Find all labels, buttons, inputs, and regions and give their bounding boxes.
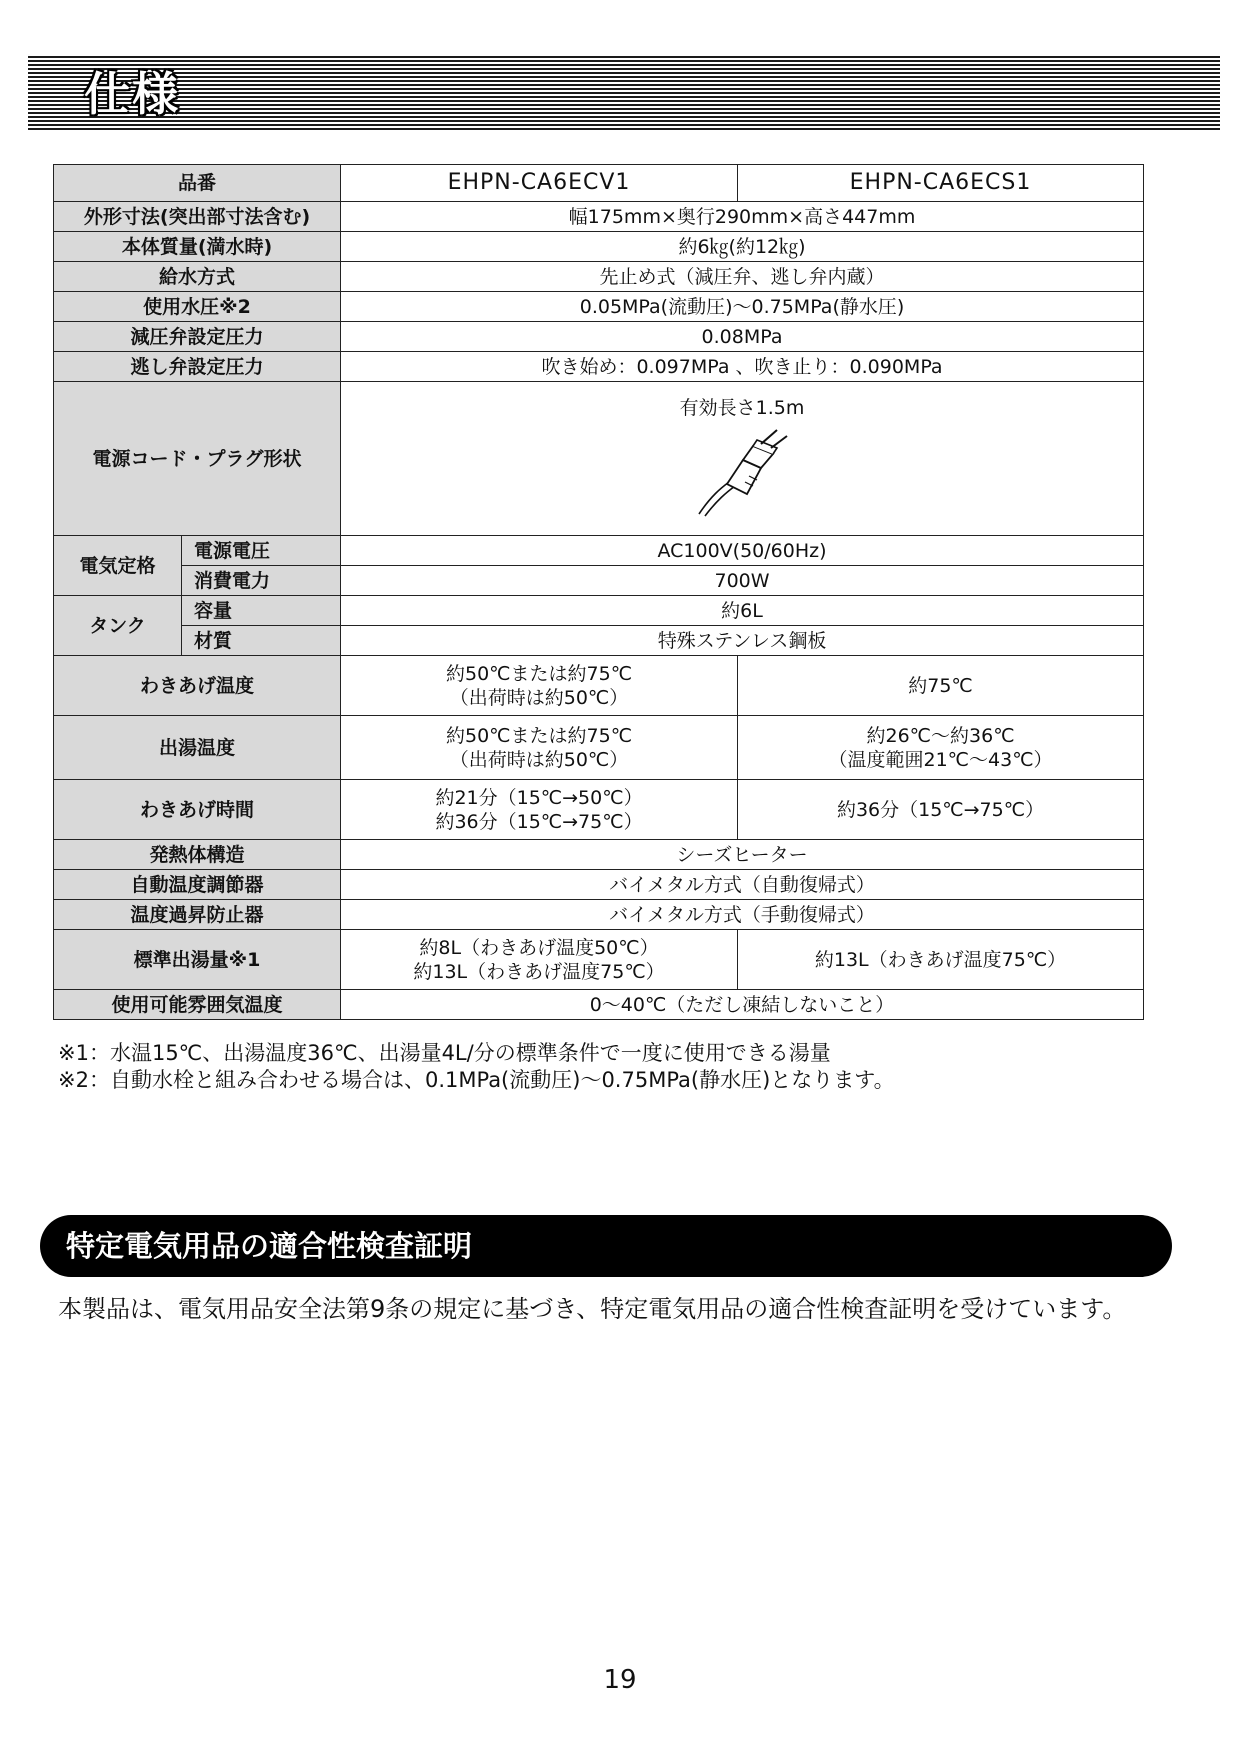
- table-row: [54, 566, 1144, 596]
- material-value: 特殊ステンレス鋼板: [341, 626, 1144, 656]
- pressure-label: 使用水圧※2: [54, 292, 341, 322]
- page-number: 19: [603, 1665, 637, 1695]
- capacity-value: 約6L: [341, 596, 1144, 626]
- boil-temp-1b: （出荷時は約50℃）: [449, 686, 629, 709]
- table-row: [54, 322, 1144, 352]
- table-row: [54, 165, 1144, 202]
- reduce-label: 減圧弁設定圧力: [54, 322, 341, 352]
- pressure-value: 0.05MPa(流動圧)〜0.75MPa(静水圧): [341, 292, 1144, 322]
- tank-label: タンク: [54, 596, 182, 656]
- table-row: [54, 780, 1144, 840]
- ambient-label: 使用可能雰囲気温度: [54, 990, 341, 1020]
- table-row: [54, 626, 1144, 656]
- voltage-label: 電源電圧: [182, 536, 341, 566]
- section-title: 仕様: [84, 67, 180, 121]
- overheat-label: 温度過昇防止器: [54, 900, 341, 930]
- boil-time-1a: 約21分（15℃→50℃）: [435, 786, 643, 809]
- table-row: [54, 900, 1144, 930]
- spec-table: [53, 164, 1144, 1020]
- model-2: EHPN-CA6ECS1: [738, 165, 1144, 202]
- boil-time-2: 約36分（15℃→75℃）: [738, 780, 1144, 840]
- heater-label: 発熱体構造: [54, 840, 341, 870]
- material-label: 材質: [182, 626, 341, 656]
- relief-label: 逃し弁設定圧力: [54, 352, 341, 382]
- std-2: 約13L（わきあげ温度75℃）: [738, 930, 1144, 990]
- out-temp-1: [341, 716, 738, 780]
- size-value: 幅175mm×奥行290mm×高さ447mm: [341, 202, 1144, 232]
- reduce-value: 0.08MPa: [341, 322, 1144, 352]
- cert-title: 特定電気用品の適合性検査証明: [66, 1229, 473, 1263]
- cord-label: 電源コード・プラグ形状: [54, 382, 341, 536]
- relief-value: 吹き始め：0.097MPa 、吹き止り：0.090MPa: [341, 352, 1144, 382]
- table-row: [54, 292, 1144, 322]
- overheat-value: バイメタル方式（手動復帰式）: [341, 900, 1144, 930]
- ambient-value: 0〜40℃（ただし凍結しないこと）: [341, 990, 1144, 1020]
- model-1: EHPN-CA6ECV1: [341, 165, 738, 202]
- out-temp-2a: 約26℃〜約36℃: [866, 724, 1015, 747]
- cord-value: 有効長さ1.5m: [679, 396, 805, 419]
- boil-temp-1: [341, 656, 738, 716]
- table-row: [54, 596, 1144, 626]
- table-row: [54, 352, 1144, 382]
- supply-label: 給水方式: [54, 262, 341, 292]
- boil-temp-2: 約75℃: [738, 656, 1144, 716]
- thermo-label: 自動温度調節器: [54, 870, 341, 900]
- std-1a: 約8L（わきあげ温度50℃）: [419, 936, 659, 959]
- boil-time-1b: 約36分（15℃→75℃）: [435, 810, 643, 833]
- section-header-bar: [28, 56, 1220, 132]
- out-temp-label: 出湯温度: [54, 716, 341, 780]
- footnote-2: ※2：自動水栓と組み合わせる場合は、0.1MPa(流動圧)〜0.75MPa(静水圧)となります。: [58, 1068, 895, 1092]
- model-label: 品番: [54, 165, 341, 202]
- table-row: [54, 840, 1144, 870]
- table-row: [54, 990, 1144, 1020]
- thermo-value: バイメタル方式（自動復帰式）: [341, 870, 1144, 900]
- boil-temp-label: わきあげ温度: [54, 656, 341, 716]
- out-temp-1b: （出荷時は約50℃）: [449, 748, 629, 771]
- mass-value: 約6㎏(約12㎏): [341, 232, 1144, 262]
- plug-icon: [687, 426, 797, 518]
- cert-text: 本製品は、電気用品安全法第9条の規定に基づき、特定電気用品の適合性検査証明を受けています。: [58, 1295, 1127, 1323]
- table-row: [54, 716, 1144, 780]
- table-row: [54, 202, 1144, 232]
- table-row: [54, 870, 1144, 900]
- voltage-value: AC100V(50/60Hz): [341, 536, 1144, 566]
- size-label: 外形寸法(突出部寸法含む): [54, 202, 341, 232]
- out-temp-2: [738, 716, 1144, 780]
- footnotes: [58, 1040, 895, 1094]
- table-row: [54, 656, 1144, 716]
- cert-header-bar: [40, 1215, 1172, 1277]
- table-row: [54, 382, 1144, 536]
- supply-value: 先止め式（減圧弁、逃し弁内蔵）: [341, 262, 1144, 292]
- table-row: [54, 930, 1144, 990]
- footnote-1: ※1：水温15℃、出湯温度36℃、出湯量4L/分の標準条件で一度に使用できる湯量: [58, 1041, 831, 1065]
- table-row: [54, 232, 1144, 262]
- boil-temp-1a: 約50℃または約75℃: [446, 662, 633, 685]
- std-label: 標準出湯量※1: [54, 930, 341, 990]
- boil-time-label: わきあげ時間: [54, 780, 341, 840]
- cord-cell: [341, 382, 1144, 536]
- elec-label: 電気定格: [54, 536, 182, 596]
- std-1: [341, 930, 738, 990]
- table-row: [54, 536, 1144, 566]
- table-row: [54, 262, 1144, 292]
- mass-label: 本体質量(満水時): [54, 232, 341, 262]
- capacity-label: 容量: [182, 596, 341, 626]
- boil-time-1: [341, 780, 738, 840]
- std-1b: 約13L（わきあげ温度75℃）: [413, 960, 665, 983]
- heater-value: シーズヒーター: [341, 840, 1144, 870]
- out-temp-1a: 約50℃または約75℃: [446, 724, 633, 747]
- power-value: 700W: [341, 566, 1144, 596]
- out-temp-2b: （温度範囲21℃〜43℃）: [828, 748, 1053, 771]
- power-label: 消費電力: [182, 566, 341, 596]
